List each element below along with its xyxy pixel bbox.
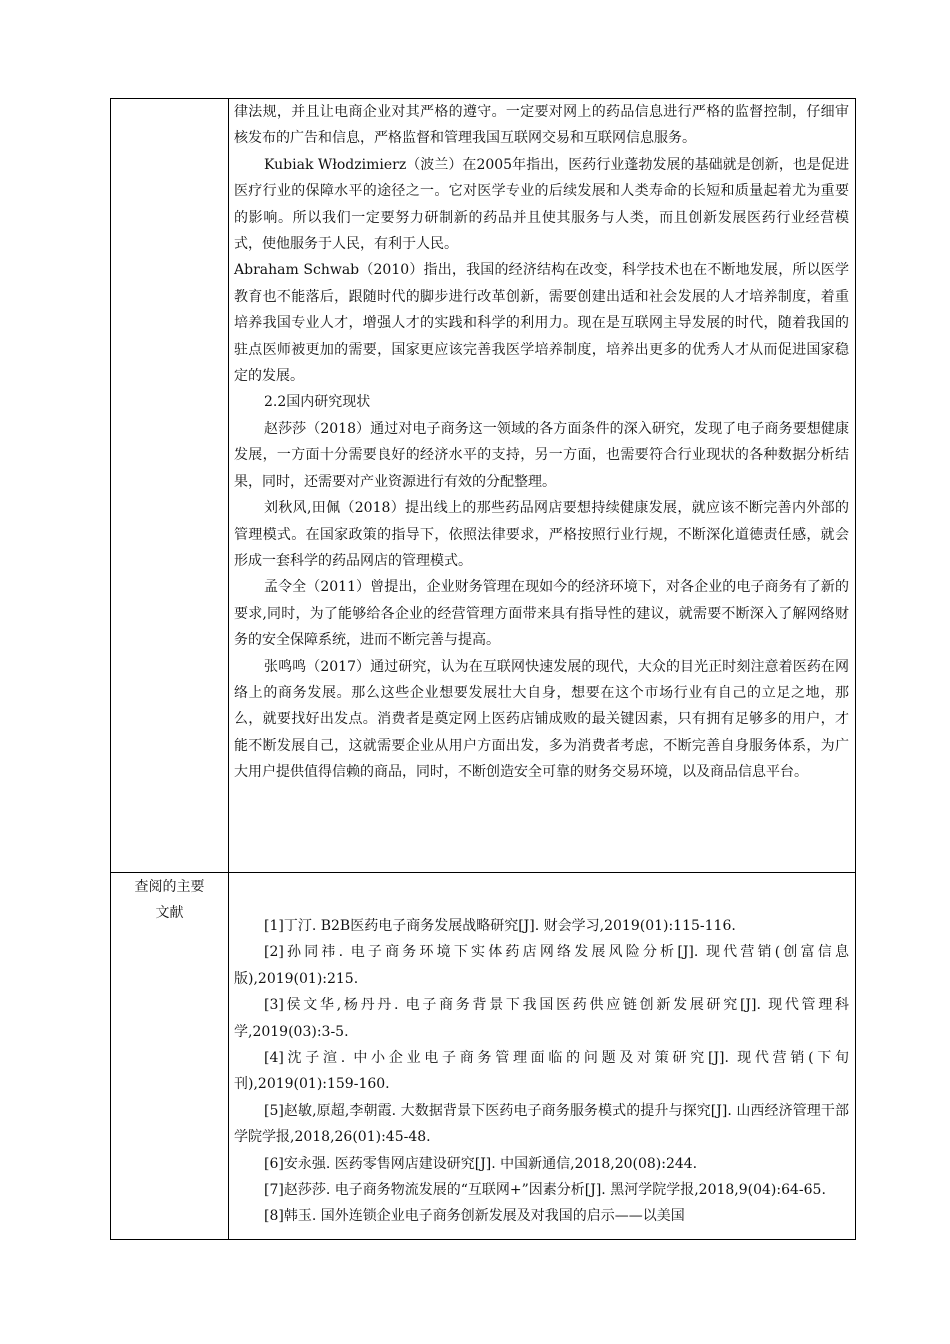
reference-item: [8]韩玉. 国外连锁企业电子商务创新发展及对我国的启示——以美国 (264, 1208, 685, 1225)
paragraph-meng: 孟令全（2011）曾提出，企业财务管理在现如今的经济环境下，对各企业的电子商务有了新的要求,同时，为了能够给各企业的经营管理方面带来具有指导性的建议，就需要不断深入了解网络财务的安全保障系统，进而不断完善与提高。 (234, 579, 849, 649)
reference-item: [2]孙同祎. 电子商务环境下实体药店网络发展风险分析[J]. 现代营销(创富信息版),2019(01):215. (234, 944, 849, 987)
references-label-cell (111, 873, 229, 1240)
reference-item: [4]沈子渲. 中小企业电子商务管理面临的问题及对策研究[J]. 现代营销(下旬刊),2019(01):159-160. (234, 1050, 849, 1093)
references-label-line1: 查阅的主要 (134, 879, 205, 895)
row-label-cell-empty (111, 99, 229, 873)
references-label-line2: 文献 (155, 905, 184, 921)
literature-review-row (111, 99, 856, 873)
reference-item: [7]赵莎莎. 电子商务物流发展的“互联网+”因素分析[J]. 黑河学院学报,2018,9(04):64-65. (264, 1182, 826, 1199)
report-table (110, 98, 856, 1240)
references-row (111, 873, 856, 1240)
references-list (229, 873, 855, 1230)
reference-item: [5]赵敏,原超,李朝霞. 大数据背景下医药电子商务服务模式的提升与探究[J]. 山西经济管理干部学院学报,2018,26(01):45-48. (234, 1102, 849, 1146)
references-cell (229, 873, 856, 1240)
paragraph-liu: 刘秋风,田佩（2018）提出线上的那些药品网店要想持续健康发展，就应该不断完善内外部的管理模式。在国家政策的指导下，依照法律要求，严格按照行业行规，不断深化道德责任感，就会形成一套科学的药品网店的管理模式。 (234, 500, 849, 569)
reference-item: [1]丁汀. B2B医药电子商务发展战略研究[J]. 财会学习,2019(01):115-116. (264, 918, 736, 934)
paragraph-schwab: Abraham Schwab（2010）指出，我国的经济结构在改变，科学技术也在不断地发展，所以医学教育也不能落后，跟随时代的脚步进行改革创新，需要创建出适和社会发展的人才培养制度，着重培养我国专业人才，增强人才的实践和科学的利用力。现在是互联网主导发展的时代，随着我国的驻点医师被更加的需要，国家更应该完善我医学培养制度，培养出更多的优秀人才从而促进国家稳定的发展。 (234, 262, 849, 385)
paragraph-kubiak: Kubiak Włodzimierz（波兰）在2005年指出，医药行业蓬勃发展的基础就是创新，也是促进医疗行业的保障水平的途径之一。它对医学专业的后续发展和人类寿命的长短和质量起着尤为重要的影响。所以我们一定要努力研制新的药品并且使其服务与人类，而且创新发展医药行业经营模式，使他服务于人民，有利于人民。 (234, 156, 849, 253)
reference-item: [6]安永强. 医药零售网店建设研究[J]. 中国新通信,2018,20(08):244. (264, 1155, 698, 1172)
section-heading-domestic: 2.2国内研究现状 (264, 394, 371, 411)
reference-item: [3]侯文华,杨丹丹. 电子商务背景下我国医药供应链创新发展研究[J]. 现代管理科学,2019(03):3-5. (234, 997, 849, 1040)
paragraph-continuation: 律法规，并且让电商企业对其严格的遵守。一定要对网上的药品信息进行严格的监督控制，仔细审核发布的广告和信息，严格监督和管理我国互联网交易和互联网信息服务。 (234, 104, 849, 147)
paragraph-zhao: 赵莎莎（2018）通过对电子商务这一领域的各方面条件的深入研究，发现了电子商务要想健康发展，一方面十分需要良好的经济水平的支持，另一方面，也需要符合行业现状的各种数据分析结果，同时，还需要对产业资源进行有效的分配整理。 (234, 420, 849, 490)
paragraph-zhang: 张鸣鸣（2017）通过研究，认为在互联网快速发展的现代，大众的目光正时刻注意着医药在网络上的商务发展。那么这些企业想要发展壮大自身，想要在这个市场行业有自己的立足之地，那么，就要找好出发点。消费者是奠定网上医药店铺成败的最关键因素，只有拥有足够多的用户，才能不断发展自己，这就需要企业从用户方面出发，多为消费者考虑，不断完善自身服务体系，为广大用户提供值得信赖的商品，同时，不断创造安全可靠的财务交易环境，以及商品信息平台。 (234, 658, 849, 781)
literature-review-text (229, 99, 855, 786)
references-label (111, 873, 228, 926)
literature-review-cell (229, 99, 856, 873)
